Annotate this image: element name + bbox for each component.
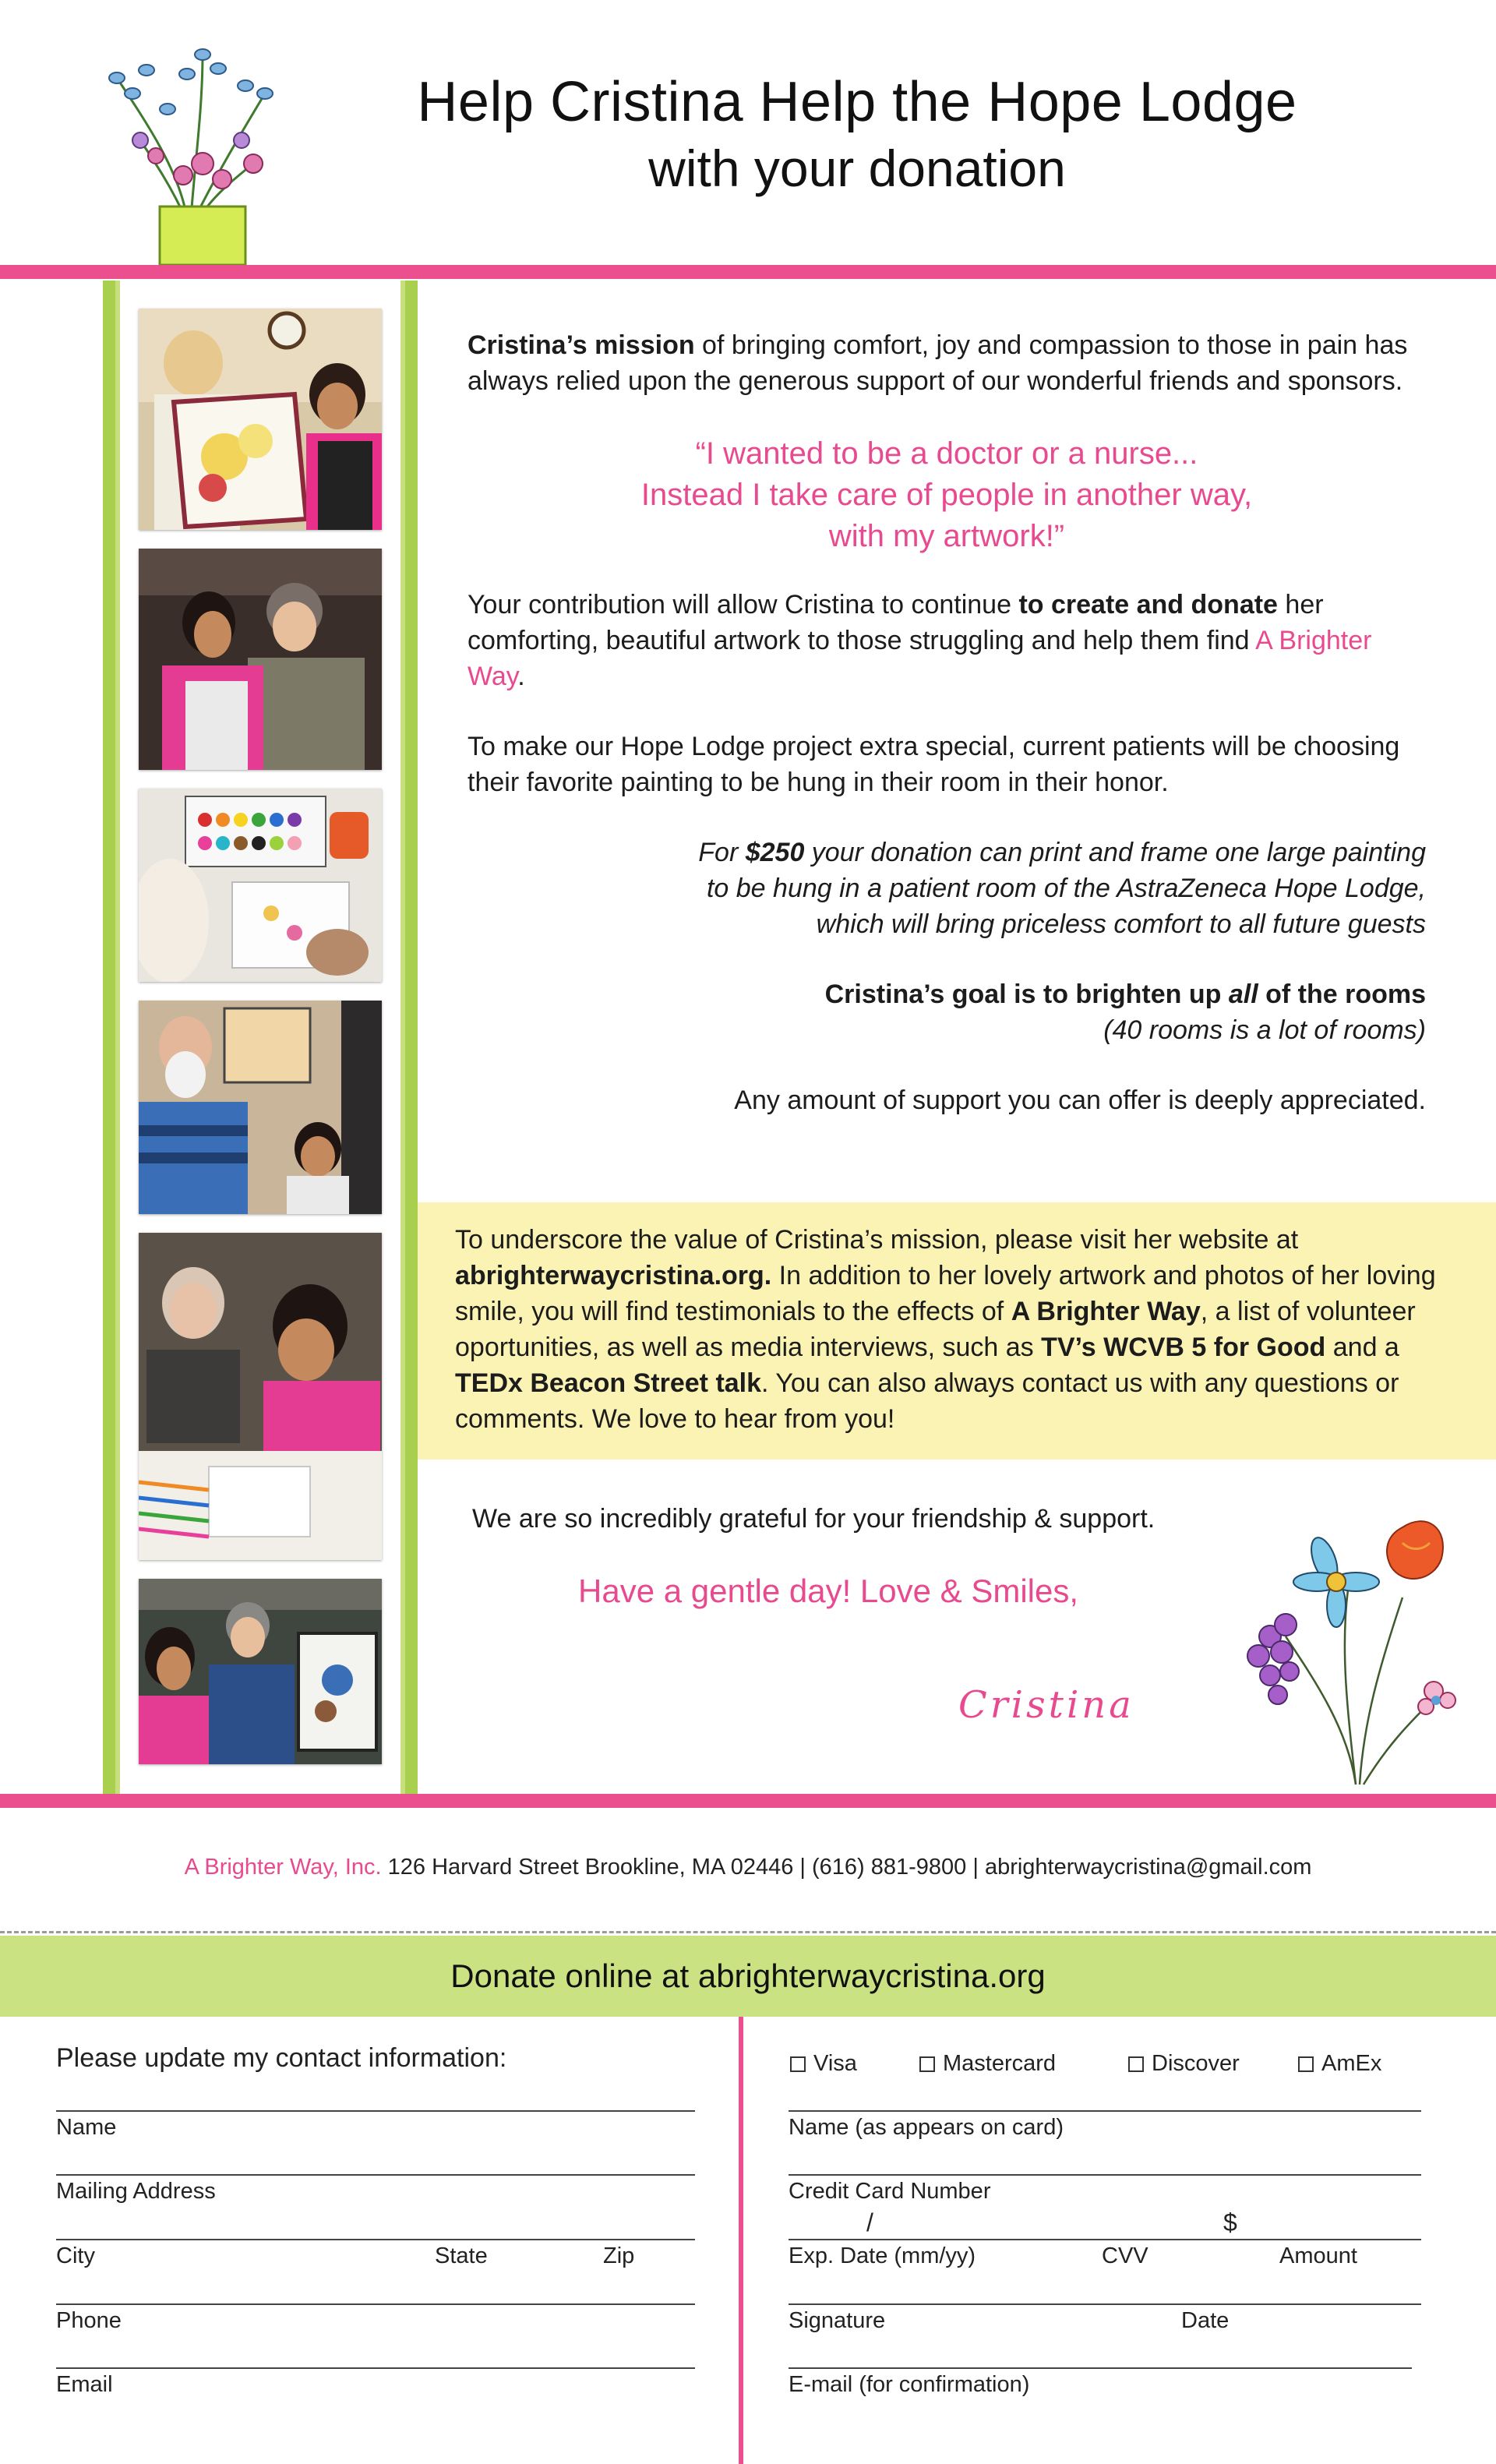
card-name-field[interactable] bbox=[789, 2110, 1421, 2112]
info-text: In addition to her lovely artwork and photos of her loving smile, you will find testimonials to the effects of bbox=[455, 1261, 1436, 1326]
amex-checkbox[interactable] bbox=[1298, 2056, 1314, 2072]
goal-statement bbox=[468, 976, 1426, 1048]
header bbox=[0, 0, 1496, 265]
cvv-label: CVV bbox=[1102, 2243, 1148, 2268]
cristina-signature: Cristina bbox=[958, 1683, 1134, 1727]
card-option-mastercard[interactable] bbox=[919, 2051, 1056, 2077]
website-link[interactable]: abrighterwaycristina.org. bbox=[455, 1261, 772, 1290]
card-name-label: Name (as appears on card) bbox=[789, 2115, 1064, 2140]
card-option-amex[interactable] bbox=[1298, 2051, 1381, 2077]
discover-label: Discover bbox=[1152, 2051, 1240, 2076]
appreciation-text: Any amount of support you can offer is deeply appreciated. bbox=[734, 1086, 1426, 1115]
contribution-text: her comforting, beautiful artwork to those struggling and help them find bbox=[468, 590, 1324, 655]
phone-field[interactable] bbox=[56, 2303, 695, 2305]
city-state-zip-field[interactable] bbox=[56, 2239, 695, 2240]
contact-form-heading: Please update my contact information: bbox=[56, 2043, 507, 2073]
form-divider bbox=[739, 2017, 743, 2464]
exp-cvv-amount-field[interactable] bbox=[789, 2239, 1421, 2240]
top-divider-bar bbox=[0, 265, 1496, 279]
name-field[interactable] bbox=[56, 2110, 695, 2112]
tedx-talk-label: TEDx Beacon Street talk bbox=[455, 1368, 762, 1398]
card-number-label: Credit Card Number bbox=[789, 2179, 991, 2204]
main-content bbox=[468, 327, 1426, 1118]
quote-line: “I wanted to be a doctor or a nurse... bbox=[695, 436, 1198, 471]
phone-label: Phone bbox=[56, 2308, 122, 2333]
photo-cristina-with-painting bbox=[139, 309, 382, 530]
goal-text: Cristina’s goal is to brighten up bbox=[824, 980, 1229, 1009]
contribution-paragraph bbox=[468, 587, 1426, 694]
card-option-discover[interactable] bbox=[1128, 2051, 1240, 2077]
info-text: and a bbox=[1325, 1333, 1399, 1362]
confirmation-email-field[interactable] bbox=[789, 2367, 1412, 2369]
intro-text: of bringing comfort, joy and compassion to those in pain has always relied upon the generous support of our wonderful friends and sponsors. bbox=[468, 330, 1408, 396]
exp-date-slash: / bbox=[866, 2208, 873, 2236]
photo-man-with-artwork bbox=[139, 1579, 382, 1764]
exp-date-label: Exp. Date (mm/yy) bbox=[789, 2243, 976, 2268]
flower-bouquet-illustration bbox=[1200, 1496, 1457, 1792]
goal-subtext: (40 rooms is a lot of rooms) bbox=[1103, 1015, 1426, 1045]
info-text: . You can also always contact us with any questions or comments. We love to hear from you! bbox=[455, 1368, 1399, 1434]
signature-field[interactable] bbox=[789, 2303, 1421, 2305]
contribution-text: Your contribution will allow Cristina to continue bbox=[468, 590, 1019, 620]
quote-line: with my artwork!” bbox=[828, 519, 1065, 553]
goal-text: of the rooms bbox=[1258, 980, 1426, 1009]
mastercard-label: Mastercard bbox=[943, 2051, 1057, 2076]
donation-amount: $250 bbox=[745, 838, 805, 867]
wcvb-interview-label: TV’s WCVB 5 for Good bbox=[1041, 1333, 1326, 1362]
visa-checkbox[interactable] bbox=[790, 2056, 806, 2072]
brighter-way-label: A Brighter Way bbox=[1011, 1297, 1201, 1326]
offer-text: which will bring priceless comfort to all future guests bbox=[816, 909, 1426, 939]
card-option-visa[interactable] bbox=[790, 2051, 857, 2077]
quote-line: Instead I take care of people in another way, bbox=[640, 478, 1253, 512]
goal-emphasis: all bbox=[1228, 980, 1258, 1009]
mailing-address-label: Mailing Address bbox=[56, 2179, 216, 2204]
card-number-field[interactable] bbox=[789, 2174, 1421, 2176]
offer-text: For bbox=[698, 838, 746, 867]
mailing-address-field[interactable] bbox=[56, 2174, 695, 2176]
date-label: Date bbox=[1181, 2308, 1230, 2333]
signature-label: Signature bbox=[789, 2308, 886, 2333]
info-text: , a list of volunteer oportunities, as well as media interviews, such as bbox=[455, 1297, 1416, 1362]
create-donate-label: to create and donate bbox=[1018, 590, 1278, 620]
state-label: State bbox=[435, 2243, 488, 2268]
gratitude-text: We are so incredibly grateful for your friendship & support. bbox=[472, 1504, 1156, 1534]
page-subtitle: with your donation bbox=[648, 139, 1066, 197]
bottom-divider-bar bbox=[0, 1794, 1496, 1808]
cristina-quote bbox=[468, 433, 1426, 557]
intro-paragraph bbox=[468, 327, 1426, 399]
organization-address bbox=[0, 1855, 1496, 1880]
amount-label: Amount bbox=[1279, 2243, 1357, 2268]
photo-cristina-hugging-woman bbox=[139, 549, 382, 770]
name-label: Name bbox=[56, 2115, 117, 2140]
website-info-text bbox=[455, 1222, 1460, 1437]
amount-dollar-sign: $ bbox=[1223, 2208, 1237, 2236]
brighter-way-label: A Brighter Way bbox=[468, 626, 1372, 691]
amex-label: AmEx bbox=[1321, 2051, 1382, 2076]
offer-text: to be hung in a patient room of the AstraZeneca Hope Lodge, bbox=[706, 874, 1426, 903]
flower-vase-illustration bbox=[86, 31, 288, 265]
city-label: City bbox=[56, 2243, 95, 2268]
donation-offer bbox=[468, 835, 1426, 942]
photo-drawing-with-woman bbox=[139, 1233, 382, 1560]
email-field[interactable] bbox=[56, 2367, 695, 2369]
contribution-text: . bbox=[517, 662, 525, 691]
address-text: 126 Harvard Street Brookline, MA 02446 | (616) 881-9800 | abrighterwaycristina@gmail.com bbox=[381, 1855, 1312, 1880]
info-text: To underscore the value of Cristina’s mission, please visit her website at bbox=[455, 1225, 1299, 1255]
photo-man-thumbs-up bbox=[139, 1001, 382, 1214]
mastercard-checkbox[interactable] bbox=[919, 2056, 935, 2072]
photo-painting-palette bbox=[139, 789, 382, 982]
email-label: Email bbox=[56, 2372, 113, 2397]
visa-label: Visa bbox=[813, 2051, 857, 2076]
mission-label: Cristina’s mission bbox=[468, 330, 695, 360]
donate-online-banner[interactable]: Donate online at abrighterwaycristina.org bbox=[0, 1936, 1496, 2017]
discover-checkbox[interactable] bbox=[1128, 2056, 1144, 2072]
hope-lodge-paragraph: To make our Hope Lodge project extra special, current patients will be choosing their favorite painting to be hung in their room in their honor. bbox=[468, 732, 1400, 797]
zip-label: Zip bbox=[603, 2243, 635, 2268]
page-title: Help Cristina Help the Hope Lodge bbox=[417, 71, 1297, 133]
cut-line bbox=[0, 1931, 1496, 1933]
sign-off-text: Have a gentle day! Love & Smiles, bbox=[578, 1573, 1079, 1609]
offer-text: your donation can print and frame one large painting bbox=[804, 838, 1426, 867]
organization-name: A Brighter Way, Inc. bbox=[184, 1855, 382, 1880]
confirmation-email-label: E-mail (for confirmation) bbox=[789, 2372, 1030, 2397]
